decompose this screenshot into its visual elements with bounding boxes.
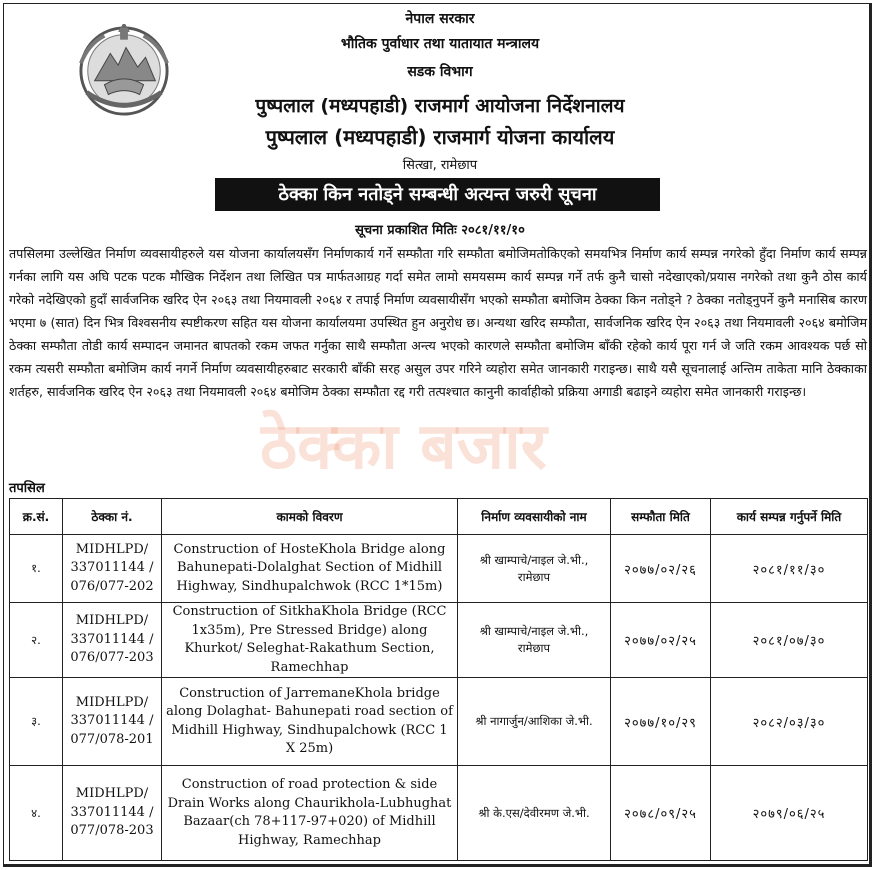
cell-contractor: श्री खाम्पाचे/नाइल जे.भी., रामेछाप [458,603,611,678]
header-description: कामको विवरण [162,499,458,535]
header-government: नेपाल सरकार [405,11,475,27]
cell-agreement-date: २०७७/०२/२५ [611,603,711,678]
notice-body: तपसिलमा उल्लेखित निर्माण व्यवसायीहरुले यस योजना कार्यालयसँग निर्माणकार्य गर्ने सम्फौता गरि सम्फौता बमोजिमतोकिएको समयभित्र निर्माण कार्य सम्पन्न नगरेको हुँदा निर्माण कार्य सम्पन्न गर्नका लागि यस अघि पटक पटक मौखिक निर्देशन तथा लिखित पत्र मार्फतआग्रह गर्दा समेत लामो समयसम्म कार्य सम्पन्न गर्ने तर्फ कुनै चासो नदेखाएको/प्रयास नगरेको तथा कुनै ठोस कार्य गरेको नदेखिएको हुदाँ सार्वजनिक खरिद ऐन २०६३ तथा नियमावली २०६४ र तपाई निर्माण व्यवसायीसँग भएको सम्फौता बमोजिम ठेक्का किन नतोड्ने ? ठेक्का नतोड्नुपर्ने कुनै मनासिब कारण भएमा ७ (सात) दिन भित्र विश्वसनीय स्पष्टीकरण सहित यस योजना कार्यालयमा उपस्थित हुन अनुरोध छ। अन्यथा खरिद सम्फौता, सार्वजनिक खरिद ऐन २०६३ तथा नियमावली २०६४ बमोजिम ठेक्का सम्फौता तोडी कार्य सम्पादन जमानत बापतको रकम जफत गर्नुका साथै सम्फौता अन्त्य भएको कारणले सम्फौता बमोजिम बाँकी रहेको कार्य पूरा गर्न जे जति रकम आवश्यक पर्छ सो रकम त्यसरी सम्फौता बमोजिम कार्य नगर्ने निर्माण व्यवसायीहरुबाट सरकारी बाँकी सरह असुल उपर गरिने व्यहोरा समेत जानकारी गराइन्छ। साथै यसै सूचनालाई अन्तिम ताकेता मानि ठेक्काका शर्तहरु, सार्वजनिक खरिद ऐन २०६३ तथा नियमावली २०६४ बमोजिम ठेक्का सम्फौता रद्द गरी तत्पश्चात कानुनी कार्वाहीको प्रक्रिया अगाडी बढाइने व्यहोरा समेत जानकारी गराइन्छ। [9,246,867,399]
notice-title: ठेक्का किन नतोड्ने सम्बन्धी अत्यन्त जरुरी सूचना [215,178,660,211]
cell-description: Construction of SitkhaKhola Bridge (RCC 1x35m), Pre Stressed Bridge) along Khurkot/ Seleghat-Rakathum Section, Ramechhap [162,603,458,678]
header-completion-date: कार्य सम्पन्न गर्नुपर्ने मिति [711,499,868,535]
cell-completion-date: २०८१/११/३० [711,535,868,603]
cell-sn: १. [10,535,63,603]
cell-completion-date: २०८१/०७/३० [711,603,868,678]
cell-contractor: श्री खाम्पाचे/नाइल जे.भी., रामेछाप [458,535,611,603]
cell-description: Construction of HosteKhola Bridge along Bahunepati-Dolalghat Section of Midhill Highway, Sindhupalchwok (RCC 1*15m) [162,535,458,603]
cell-completion-date: २०८२/०३/३० [711,678,868,766]
header-sn: क्र.सं. [10,499,63,535]
cell-agreement-date: २०७८/०९/२५ [611,766,711,861]
table-row [10,535,868,603]
table-row [10,766,868,861]
header-office: पुष्पलाल (मध्यपहाडी) राजमार्ग योजना कार्यालय [265,125,615,149]
header-directorate: पुष्पलाल (मध्यपहाडी) राजमार्ग आयोजना निर्देशनालय [255,95,625,117]
table-header-row [10,499,868,535]
cell-contractor: श्री के.एस/देवीरमण जे.भी. [458,766,611,861]
header-ministry: भौतिक पुर्वाधार तथा यातायात मन्त्रालय [340,36,540,52]
cell-completion-date: २०७९/०६/२५ [711,766,868,861]
cell-sn: ४. [10,766,63,861]
cell-contractor: श्री नागार्जुन/आशिका जे.भी. [458,678,611,766]
header-contractor: निर्माण व्यवसायीको नाम [458,499,611,535]
table-row [10,678,868,766]
cell-description: Construction of road protection & side Drain Works along Chaurikhola-Lubhughat Bazaar(ch 78+117-97+020) of Midhill Highway, Ramechhap [162,766,458,861]
svg-text:ठेक्का बजार: ठेक्का बजार [260,410,547,484]
header-department: सडक विभाग [407,64,473,80]
table-title: तपसिल [9,481,45,496]
cell-contract-no: MIDHLPD/ 337011144 / 077/078-203 [63,766,162,861]
contracts-table [9,498,868,861]
cell-description: Construction of JarremaneKhola bridge along Dolaghat- Bahunepati road section of Midhill Highway, Sindhupalchowk (RCC 1 X 25m) [162,678,458,766]
cell-sn: ३. [10,678,63,766]
cell-contract-no: MIDHLPD/ 337011144 / 076/077-203 [63,603,162,678]
table-row [10,603,868,678]
cell-contract-no: MIDHLPD/ 337011144 / 076/077-202 [63,535,162,603]
cell-agreement-date: २०७७/०२/२६ [611,535,711,603]
header-contract-no: ठेक्का नं. [63,499,162,535]
header-location: सित्खा, रामेछाप [402,158,478,173]
cell-agreement-date: २०७७/१०/२९ [611,678,711,766]
cell-contract-no: MIDHLPD/ 337011144 / 077/078-201 [63,678,162,766]
header-agreement-date: सम्फौता मिति [611,499,711,535]
published-date: सूचना प्रकाशित मितिः २०८१/११/१० [355,223,525,238]
cell-sn: २. [10,603,63,678]
